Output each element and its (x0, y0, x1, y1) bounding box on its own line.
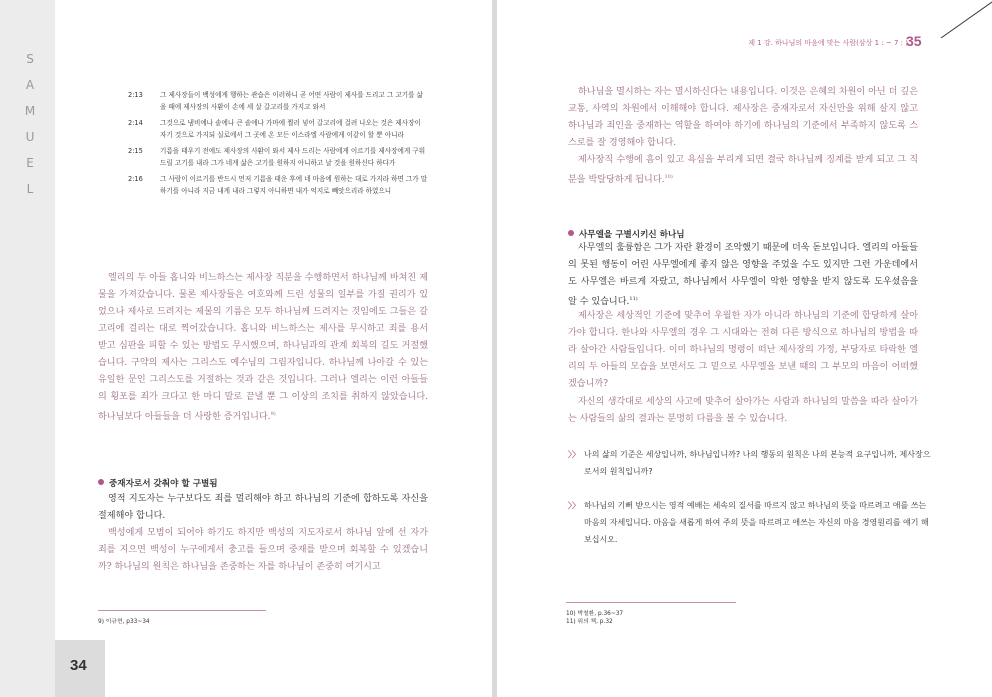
scripture-verses (128, 90, 428, 202)
verse-text: 기름을 태우기 전에도 제사장의 사환이 와서 제사 드리는 사람에게 이르기를 제사장에게 구워 드릴 고기를 내라 그가 네게 삶은 고기를 원하지 아니하고 날 것을 원하신다 하다가 (160, 147, 426, 167)
bullet-dot-icon (98, 479, 104, 485)
footnote-divider (98, 610, 266, 611)
footnote-item: 11) 위의 책, p.32 (566, 619, 613, 625)
footnote-divider (566, 602, 736, 603)
body-paragraph (568, 84, 918, 152)
verse-ref: 2:14 (128, 119, 143, 127)
vertical-title-letter: A (25, 78, 35, 92)
paragraph-text: 사무엘의 훌륭함은 그가 자란 환경이 조악했기 때문에 더욱 돋보입니다. 엘리의 아들들의 못된 행동이 어린 사무엘에게 좋지 않은 영향을 주었을 수도 있지만 그런 가운데에서도 사무엘은 바르게 자랐고, 하나님께서 사무엘이 악한 영향을 받지 않도록 도우셨음을 알 수 있습니다. (568, 243, 918, 307)
vertical-title-letter: M (24, 104, 36, 118)
verse (128, 174, 428, 197)
vertical-title (20, 52, 40, 208)
reflection-text: 나의 삶의 기준은 세상입니까, 하나님입니까? 나의 행동의 원칙은 나의 본능적 요구입니까, 제사장으로서의 원칙입니까? (584, 450, 931, 476)
paragraph-text: 엘리의 두 아들 홉니와 비느하스는 제사장 직분을 수행하면서 하나님께 바쳐진 제물을 가져갔습니다. 물론 제사장들은 여호와께 드린 성물의 일부를 가질 권리가 있었으나 제사로 드려지는 제물의 기름은 모두 하나님께 드려지는 것임에도 그들은 갈고리에 걸리는 대로 찍어갔습니다. 홉니와 비느하스는 제사를 무시하고 죄를 용서 받고 심판을 피할 수 있는 방법도 무시했으며, 하나님과의 관계 회복의 길도 거절했습니다. 구약의 제사는 그리스도 예수님의 그림자입니다. 하나님께 나아갈 수 있는 유일한 문인 그리스도를 거절하는 것과 같은 것입니다. 그러나 엘리는 이런 아들들의 횡포를 죄가 크다고 한 마디 말로 끝낼 뿐 그 이상의 조치를 취하지 않았습니다. 하나님보다 아들들을 더 사랑한 증거입니다. (98, 273, 428, 422)
body-paragraph (98, 525, 428, 576)
verse (128, 146, 428, 169)
vertical-title-letter: E (26, 156, 34, 170)
paragraph-text: 자신의 생각대로 세상의 사고에 맞추어 살아가는 사람과 하나님의 말씀을 따라 살아가는 사람들의 삶의 결과는 분명히 다름을 볼 수 있습니다. (568, 397, 918, 424)
running-header: 제 1 강. 하나님의 마음에 맞는 사람(삼상 1 : ~ 7 : ) (748, 39, 908, 47)
verse-text: 그 제사장들이 백성에게 행하는 관습은 이러하니 곧 어떤 사람이 제사를 드리고 그 고기를 삶을 때에 제사장의 사환이 손에 세 살 갈고리를 가지고 와서 (160, 91, 423, 111)
vertical-title-letter: U (25, 130, 35, 144)
body-paragraph-emphasis (98, 491, 428, 525)
paragraph-text: 백성에게 모범이 되어야 하기도 하지만 백성의 지도자로서 하나님 앞에 선 자가 죄를 지으면 백성이 누구에게서 충고를 들으며 중재를 받으며 회복할 수 있겠습니까? 하나님의 원칙은 하나님을 존중하는 자를 하나님이 존중히 여기시고 (98, 528, 428, 572)
page-number: 35 (906, 33, 922, 49)
double-chevron-icon: 〉〉 (568, 450, 580, 459)
bullet-dot-icon (568, 230, 574, 236)
section-heading (98, 477, 218, 489)
reflection-question (568, 446, 936, 480)
section-heading-text: 중재자로서 갖춰야 할 구별됨 (109, 479, 218, 489)
reflection-text: 하나님의 기뻐 받으시는 영적 예배는 세속의 질서를 따르지 않고 하나님의 뜻을 따르려고 애를 쓰는 마음의 자세입니다. 마음을 새롭게 하여 주의 뜻을 따르려고 애쓰는 자신의 마음 경영원리를 얘기 해 보십시오. (584, 501, 929, 544)
footnote (566, 610, 623, 626)
verse-ref: 2:15 (128, 147, 143, 155)
page-number: 34 (70, 657, 87, 674)
verse (128, 118, 428, 141)
footnote: 9) 이규현, p33~34 (98, 619, 150, 625)
verse-text: 그것으로 냄비에나 솥에나 큰 솥에나 가마에 찔러 넣어 갈고리에 걸려 나오는 것은 제사장이 자기 것으로 가지되 실로에서 그 곳에 온 모든 이스라엘 사람에게 이같이 할 뿐 아니라 (160, 119, 421, 139)
footnote-ref: 11) (629, 296, 638, 302)
body-paragraph-emphasis (568, 240, 918, 311)
verse-ref: 2:16 (128, 175, 143, 183)
double-chevron-icon: 〉〉 (568, 501, 580, 510)
paragraph-text: 제사장직 수행에 흠이 있고 욕심을 부리게 되면 결국 하나님께 징계를 받게 되고 그 직분을 박탈당하게 됩니다. (568, 155, 918, 185)
section-heading-text: 사무엘을 구별시키신 하나님 (579, 230, 685, 240)
vertical-title-band (0, 0, 55, 697)
reflection-question (568, 497, 936, 548)
paragraph-text: 영적 지도자는 누구보다도 죄를 멀리해야 하고 하나님의 기준에 합하도록 자신을 절제해야 합니다. (98, 494, 428, 521)
left-page (0, 0, 492, 697)
footnote-item: 10) 박철환, p.36~37 (566, 611, 624, 617)
vertical-title-letter: L (26, 182, 34, 196)
vertical-title-letter: S (26, 52, 34, 66)
footnote-ref: 10) (664, 174, 673, 180)
paragraph-text: 제사장은 세상적인 기준에 맞추어 우월한 자가 아니라 하나님의 기준에 합당하게 살아가야 합니다. 한나와 사무엘의 경우 그 시대와는 전혀 다른 방식으로 하나님의 방법을 따라 살아간 사람들입니다. 이미 하나님의 명령이 떠난 제사장의 가정, 부당자로 타락한 엘리의 두 아들의 모습을 보면서도 그 밑으로 사무엘을 보낸 때의 그 부모의 마음이 어떠했겠습니까? (568, 311, 918, 389)
paragraph-text: 하나님을 멸시하는 자는 멸시하신다는 내용입니다. 이것은 은혜의 차원이 아닌 더 깊은 교통, 사역의 차원에서 이해해야 합니다. 제사장은 중재자로서 자신만을 위해 살지 않고 하나님과 죄인을 중재하는 역할을 하여야 하기에 하나님의 기준에서 부족하지 않도록 스스로를 잘 경영해야 합니다. (568, 87, 918, 148)
body-paragraph (568, 394, 918, 428)
verse-ref: 2:13 (128, 91, 143, 99)
section-heading (568, 228, 685, 240)
body-paragraph (98, 270, 428, 426)
body-paragraph (568, 308, 918, 393)
footnote-ref: 9) (270, 411, 276, 417)
verse-text: 그 사람이 이르기를 반드시 먼저 기름을 태운 후에 네 마음에 원하는 대로 가지라 하면 그가 말하기를 아니라 지금 내게 내라 그렇지 아니하면 내가 억지로 빼앗으리라 하였으니 (160, 175, 428, 195)
verse (128, 90, 428, 113)
body-paragraph (568, 152, 918, 189)
